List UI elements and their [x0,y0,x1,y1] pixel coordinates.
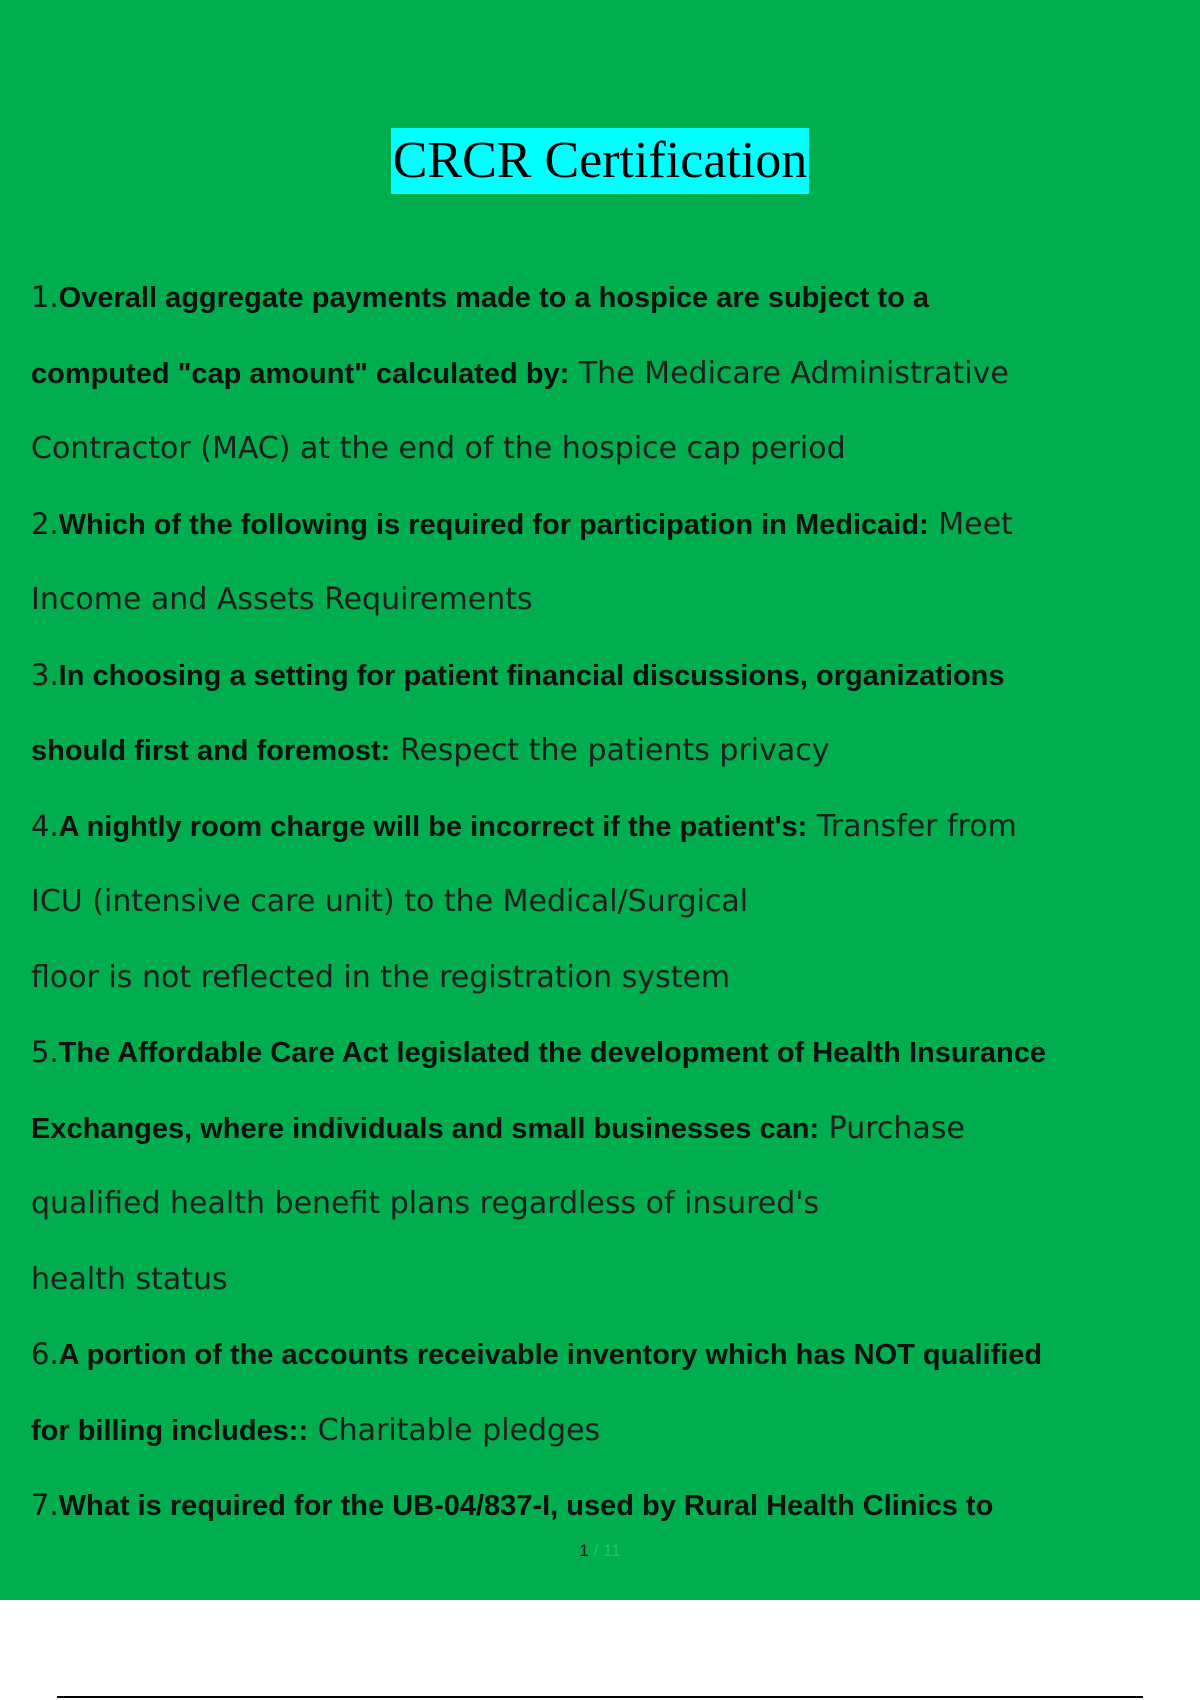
answer-text: ICU (intensive care unit) to the Medical/Surgical [31,884,749,919]
answer-text: Transfer from [807,808,1017,844]
answer-text: health status [31,1261,228,1297]
question-text: A nightly room charge will be incorrect if the patient's: [58,810,808,843]
document-title: CRCR Certification [391,128,810,194]
divider-line [57,1696,1143,1698]
qa-list [31,260,1176,1544]
text-line [31,260,1176,336]
title-container [0,128,1200,194]
question-text: for billing includes:: [31,1414,309,1447]
item-number: 2. [31,506,59,541]
answer-text: Charitable pledges [308,1412,601,1448]
page-current: 1 [579,1541,589,1560]
text-line [31,1015,1176,1091]
text-line [31,411,1176,487]
text-line [31,487,1176,563]
answer-text: floor is not reflected in the registration system [31,959,731,995]
question-text: What is required for the UB-04/837-I, used by Rural Health Clinics to [58,1490,994,1522]
question-text: Exchanges, where individuals and small businesses can: [31,1112,820,1145]
page-number [0,1541,1200,1561]
text-line [31,336,1176,412]
answer-text: Purchase [819,1110,965,1146]
answer-text: qualified health benefit plans regardless of insured's [31,1186,820,1221]
text-line [31,789,1176,865]
text-line [31,864,1176,940]
question-text: should first and foremost: [31,735,391,767]
question-text: Which of the following is required for participation in Medicaid: [58,508,929,541]
answer-text: Income and Assets Requirements [31,582,533,617]
text-line [31,1242,1176,1318]
page-total: / 11 [588,1541,621,1560]
question-text: Overall aggregate payments made to a hospice are subject to a [58,282,929,314]
text-line [31,1166,1176,1242]
text-line [31,638,1176,714]
question-text: The Affordable Care Act legislated the development of Health Insurance [58,1037,1046,1069]
text-line [31,1393,1176,1469]
answer-text: Meet [928,506,1013,542]
item-number: 5. [31,1035,59,1069]
text-line [31,713,1176,789]
text-line [31,562,1176,638]
answer-text: The Medicare Administrative [569,355,1009,391]
text-line [31,940,1176,1016]
answer-text: Contractor (MAC) at the end of the hospice cap period [31,431,846,466]
item-number: 7. [31,1488,59,1522]
question-text: computed "cap amount" calculated by: [31,357,570,390]
item-number: 6. [31,1337,59,1371]
text-line [31,1091,1176,1167]
text-line [31,1468,1176,1544]
answer-text: Respect the patients privacy [390,733,830,768]
item-number: 4. [31,808,59,843]
item-number: 1. [31,280,59,314]
text-line [31,1317,1176,1393]
question-text: A portion of the accounts receivable inventory which has NOT qualified [58,1339,1043,1371]
question-text: In choosing a setting for patient financial discussions, organizations [58,659,1005,692]
item-number: 3. [31,657,59,692]
